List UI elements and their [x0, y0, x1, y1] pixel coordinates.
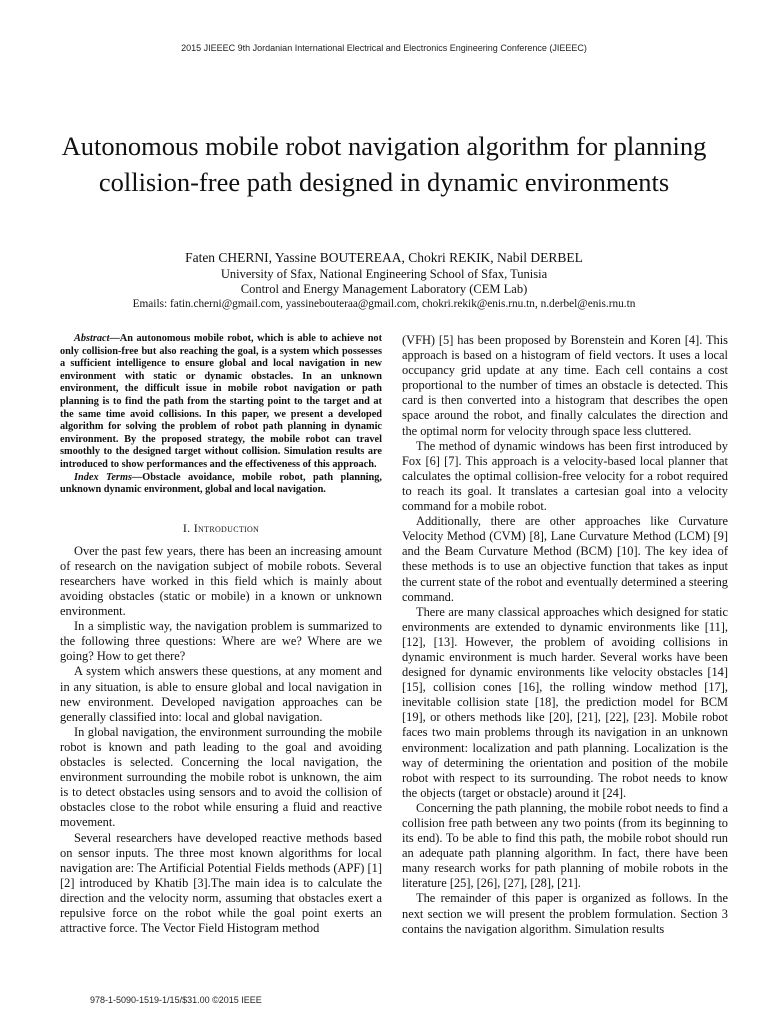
author-names: Faten CHERNI, Yassine BOUTEREAA, Chokri REKIK, Nabil DERBEL	[185, 250, 583, 265]
paragraph: Over the past few years, there has been an increasing amount of research on the navigation subject of mobile robots. Several researchers have worked in this field which is mainly about avoiding obstacles (static or mobile) in a known or unknown environment.	[60, 543, 382, 619]
author-lab: Control and Energy Management Laboratory (CEM Lab)	[240, 282, 528, 296]
conference-header: 2015 JIEEEC 9th Jordanian International Electrical and Electronics Engineering Conference (JIEEEC)	[181, 43, 587, 53]
paper-title: Autonomous mobile robot navigation algorithm for planning collision-free path designed in dynamic environments	[61, 131, 707, 197]
paragraph: Additionally, there are other approaches like Curvature Velocity Method (CVM) [8], Lane Curvature Method (LCM) [9] and the Beam Curvature Method (BCM) [10]. The key idea of these methods is to use an objective function that takes as input the current state of the robot and eventually determined a steering command.	[402, 514, 728, 604]
abstract-label: Abstract	[74, 333, 110, 344]
author-affiliation: University of Sfax, National Engineering School of Sfax, Tunisia	[220, 267, 548, 281]
copyright-footer: 978-1-5090-1519-1/15/$31.00 ©2015 IEEE	[90, 995, 262, 1005]
index-terms	[60, 472, 382, 497]
index-terms-label: Index Terms	[74, 471, 132, 483]
right-column	[402, 333, 728, 937]
abstract-text: —An autonomous mobile robot, which is able to achieve not only collision-free but also reaching the goal, is a system which possesses a sufficient intelligence to ensure global and local navigation in new environment with static or dynamic obstacles. In an unknown environment, the difficult issue in mobile robot navigation or path planning is to find the path from the starting point to the target and at the same time avoid collisions. In this paper, we present a developed algorithm for solving the problem of robot path planning in dynamic environment. By the proposed strategy, the mobile robot can travel smoothly to the designed target without collision. Simulation results are introduced to show performances and the effectiveness of this approach.	[60, 333, 382, 470]
left-column	[60, 333, 382, 936]
paragraph: In global navigation, the environment surrounding the mobile robot is known and path leading to the goal and avoiding obstacles is selected. Concerning the local navigation, the environment surrounding the mobile robot is unknown, the aim is to detect obstacles using sensors and to avoid the collision of obstacles close to the robot while ensuring a fluid and reactive movement.	[60, 724, 382, 830]
paragraph: There are many classical approaches which designed for static environments are extended to dynamic environments like [11], [12], [13]. However, the problem of avoiding collisions in dynamic environment is much harder. Several works have been designed for dynamic environments like velocity obstacles [14] [15], collision cones [16], the rolling window method [17], inevitable collision state [18], the prediction model for BCM [19], or others methods like [20], [21], [22], [23]. Mobile robot faces two main problems through its navigation in an unknown environment: localization and path planning. Localization is the way of determining the orientation and position of the mobile robot with respect to its surrounding. The robot needs to know the objects (target or obstacle) around it [24].	[402, 604, 728, 800]
paragraph: A system which answers these questions, at any moment and in any situation, is able to ensure global and local navigation in new environment. Developed navigation approaches can be generally classified into: local and global navigation.	[60, 664, 382, 724]
paragraph: Several researchers have developed reactive methods based on sensor inputs. The three most known algorithms for local navigation are: The Artificial Potential Fields methods (APF) [1] [2] introduced by Khatib [3].The main idea is to calculate the direction and the velocity norm, assuming that obstacles exert a repulsive force on the robot while the goal point exerts an attractive force. The Vector Field Histogram method	[60, 830, 382, 936]
section-title: Introduction	[193, 520, 260, 535]
paragraph: The method of dynamic windows has been first introduced by Fox [6] [7]. This approach is a velocity-based local planner that calculates the optimal collision-free velocity for a robot required to reach its goal. It translates a cartesian goal into a velocity command for a mobile robot.	[402, 438, 728, 514]
paragraph: Concerning the path planning, the mobile robot needs to find a collision free path between any two points (from its beginning to its end). To be able to find this path, the mobile robot should run an adequate path planning algorithm. In fact, there have been many research works for path planning of mobile robots in the literature [25], [26], [27], [28], [21].	[402, 800, 728, 891]
index-terms-text: —Obstacle avoidance, mobile robot, path planning, unknown dynamic environment, global and local navigation.	[60, 471, 382, 496]
paragraph: In a simplistic way, the navigation problem is summarized to the following three questions: Where are we? Where are we going? How to get there?	[60, 619, 382, 664]
paragraph: The remainder of this paper is organized as follows. In the next section we will present the problem formulation. Section 3 contains the navigation algorithm. Simulation results	[402, 891, 728, 936]
section-number: I.	[182, 520, 191, 535]
abstract	[60, 333, 382, 472]
section-heading-introduction	[60, 521, 382, 536]
author-block	[0, 250, 768, 312]
author-emails: Emails: fatin.cherni@gmail.com, yassinebouteraa@gmail.com, chokri.rekik@enis.rnu.tn, n.derbel@enis.rnu.tn	[132, 298, 636, 310]
paragraph: (VFH) [5] has been proposed by Borenstein and Koren [4]. This approach is based on a histogram of field vectors. It uses a local occupancy grid update at any time. Each cell contains a cost proportional to the number of times an obstacle is detected. This card is then converted into a histogram that describes the open space around the robot, and finally calculates the direction and the optimal norm for velocity through space less cluttered.	[402, 333, 728, 438]
